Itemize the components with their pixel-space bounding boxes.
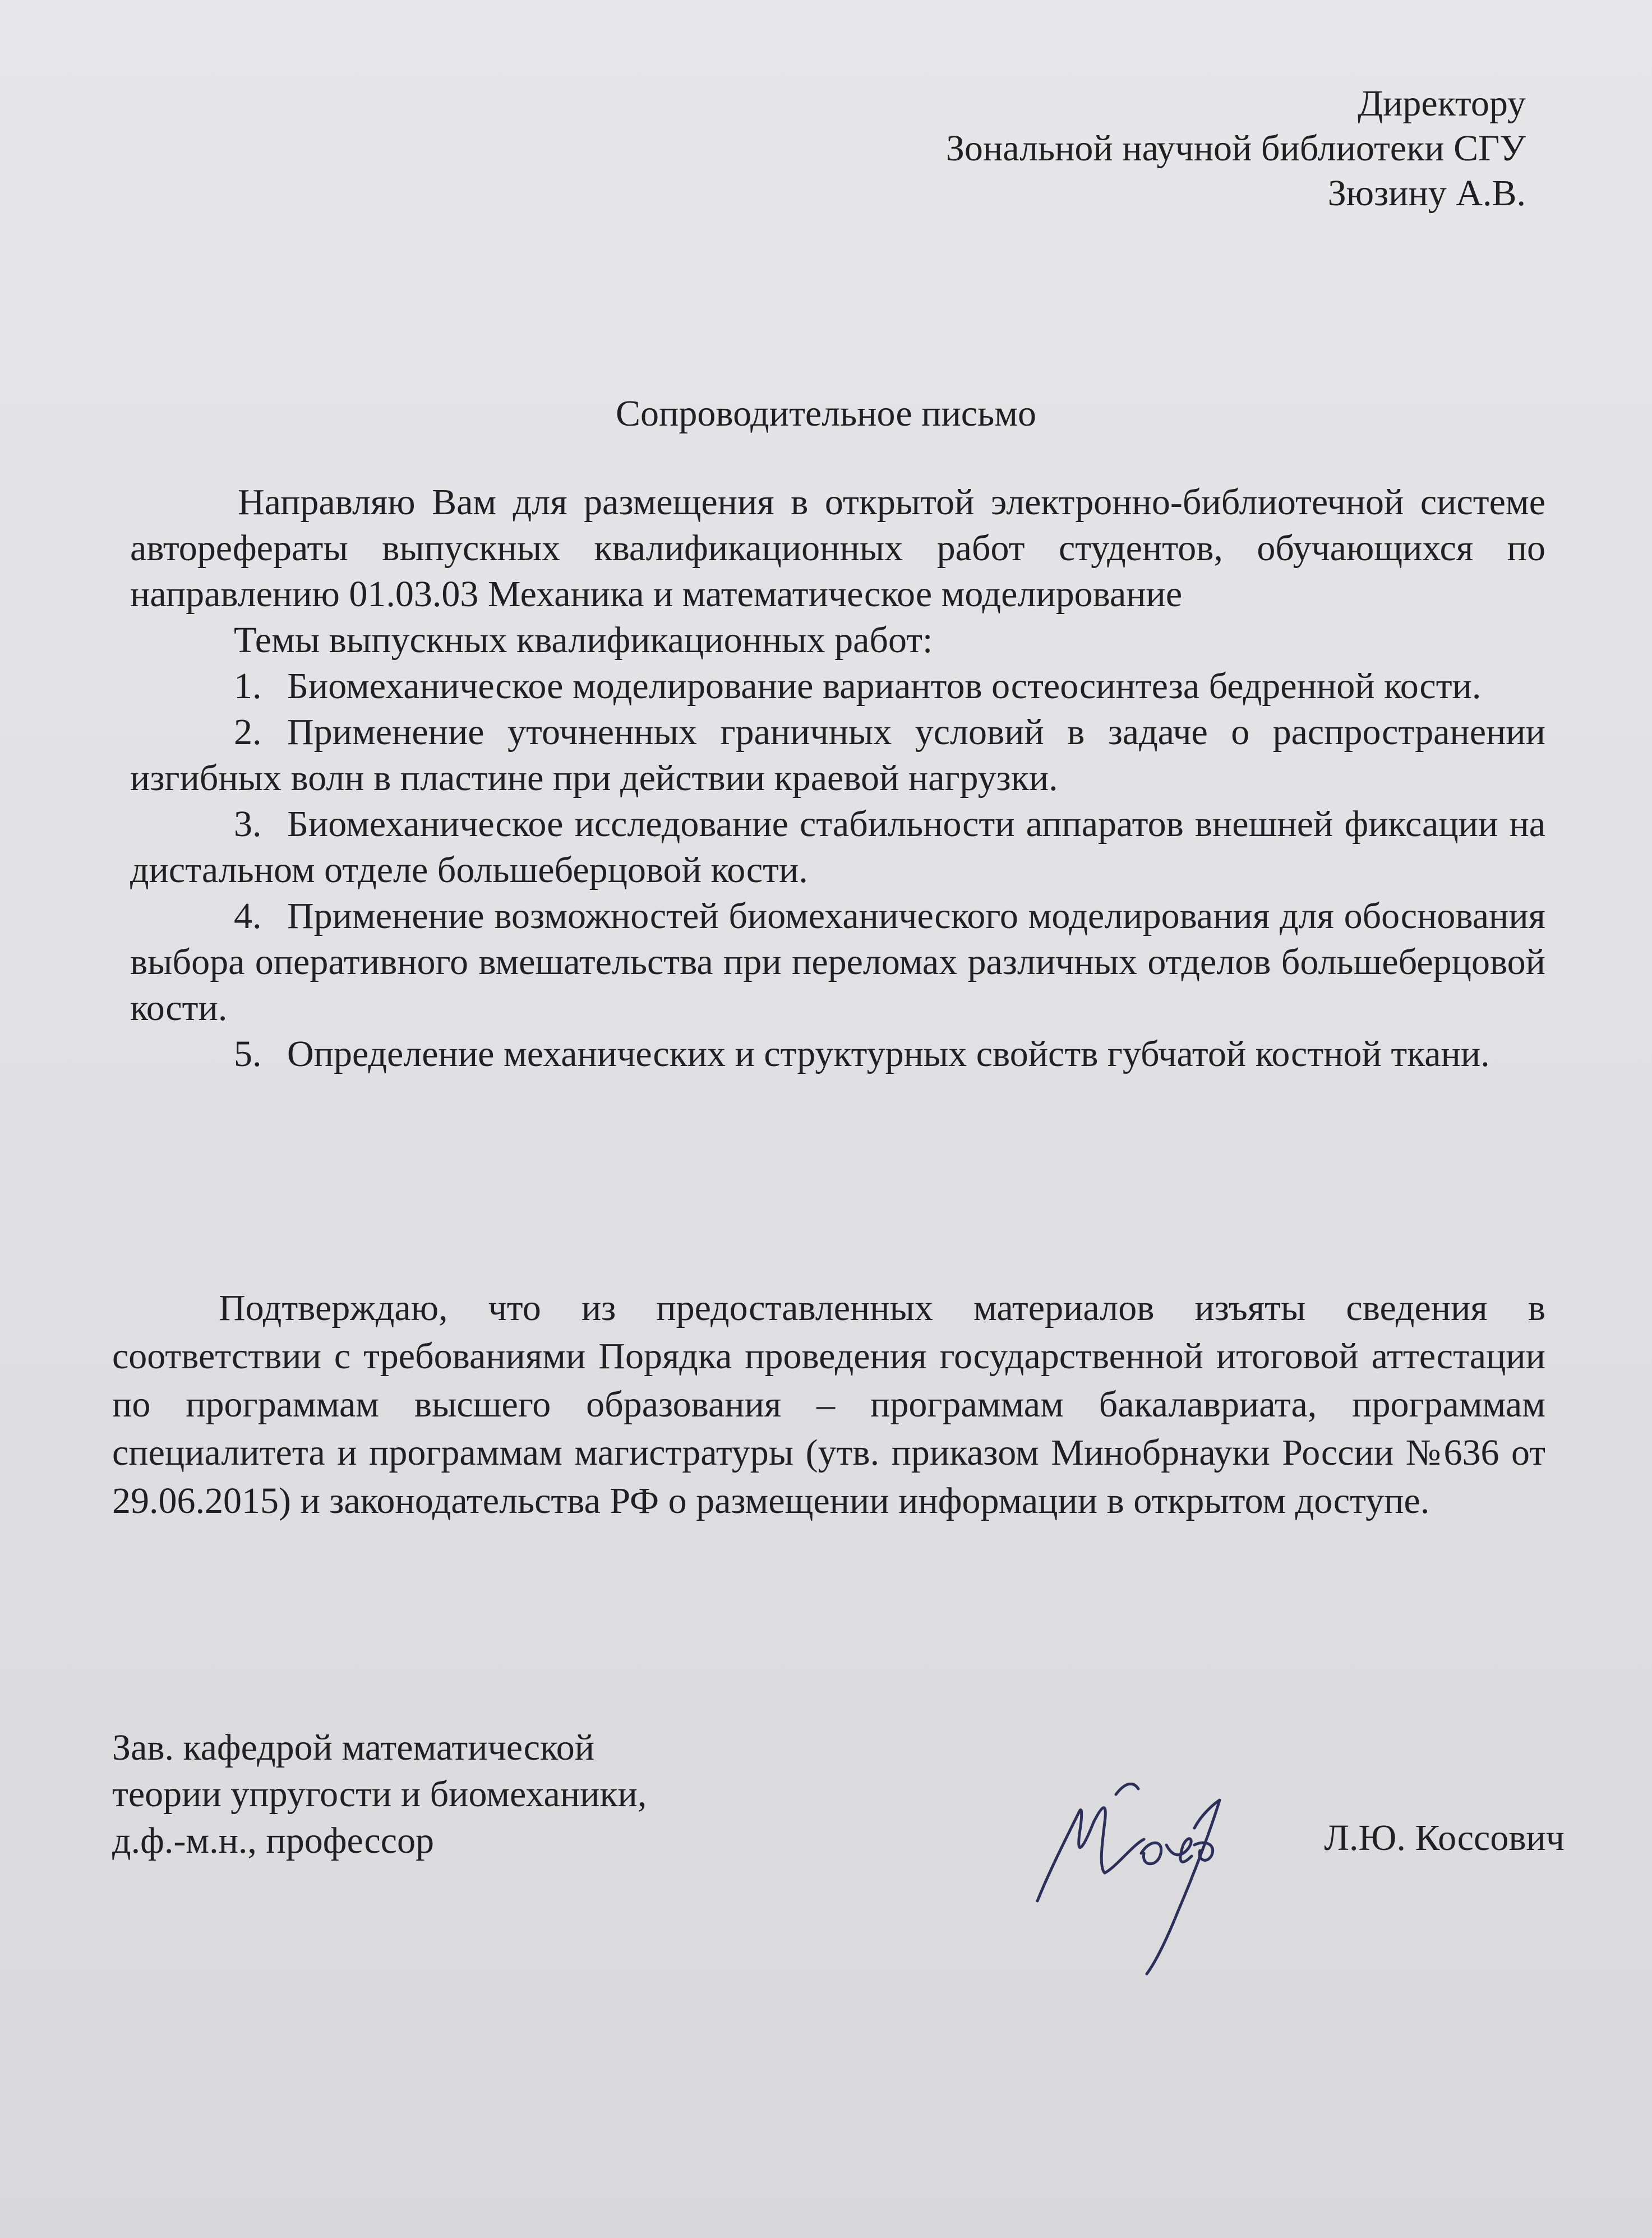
signatory-title-line: Зав. кафедрой математической [112, 1727, 595, 1768]
addressee-position: Директору [1358, 83, 1526, 124]
letter-title: Сопроводительное письмо [616, 393, 1036, 434]
list-item-text: Применение возможностей биомеханического моделирования для обоснования выбора оперативного вмешательства при переломах различных отделов большеберцовой кости. [130, 896, 1545, 1028]
list-item-number: 3. [234, 804, 262, 845]
list-item-text: Определение механических и структурных свойств губчатой костной ткани. [287, 1033, 1490, 1074]
list-item-text: Применение уточненных граничных условий в задаче о распространении изгибных волн в пластине при действии краевой нагрузки. [130, 712, 1545, 799]
list-item-number: 2. [234, 712, 262, 753]
list-item-number: 1. [234, 666, 262, 707]
list-item-number: 5. [234, 1033, 262, 1074]
confirmation-block [112, 1284, 1545, 1525]
signatory-degree: д.ф.-м.н., профессор [112, 1820, 435, 1861]
addressee-name: Зюзину А.В. [1327, 173, 1526, 214]
list-item-text: Биомеханическое исследование стабильности аппаратов внешней фиксации на дистальном отделе большеберцовой кости. [130, 804, 1545, 890]
topics-list [130, 663, 1545, 1077]
addressee-organization: Зональной научной библиотеки СГУ [945, 128, 1526, 169]
list-item [130, 709, 1545, 801]
list-item [130, 1031, 1545, 1077]
handwritten-signature [1026, 1761, 1262, 1985]
list-item-number: 4. [234, 896, 262, 936]
signatory-name: Л.Ю. Коссович [1324, 1817, 1565, 1858]
topics-heading: Темы выпускных квалификационных работ: [234, 620, 933, 661]
letter-body [130, 479, 1545, 1077]
signatory-title-line: теории упругости и биомеханики, [112, 1774, 647, 1815]
list-item-text: Биомеханическое моделирование вариантов остеосинтеза бедренной кости. [287, 666, 1482, 707]
list-item [130, 801, 1545, 893]
list-item [130, 663, 1545, 709]
addressee-block [946, 81, 1526, 216]
intro-paragraph: Направляю Вам для размещения в открытой электронно-библиотечной системе авторефераты выпускных квалификационных работ студентов, обучающихся по направлению 01.03.03 Механика и математическое моделирование [130, 482, 1545, 615]
list-item [130, 893, 1545, 1031]
signatory-title-block [112, 1724, 647, 1864]
confirmation-paragraph: Подтверждаю, что из предоставленных материалов изъяты сведения в соответствии с требованиями Порядка проведения государственной итоговой аттестации по программам высшего образования – программам бакалавриата, программам специалитета и программам магистратуры (утв. приказом Минобрнауки России №636 от 29.06.2015) и законодательства РФ о размещении информации в открытом доступе. [112, 1288, 1545, 1521]
